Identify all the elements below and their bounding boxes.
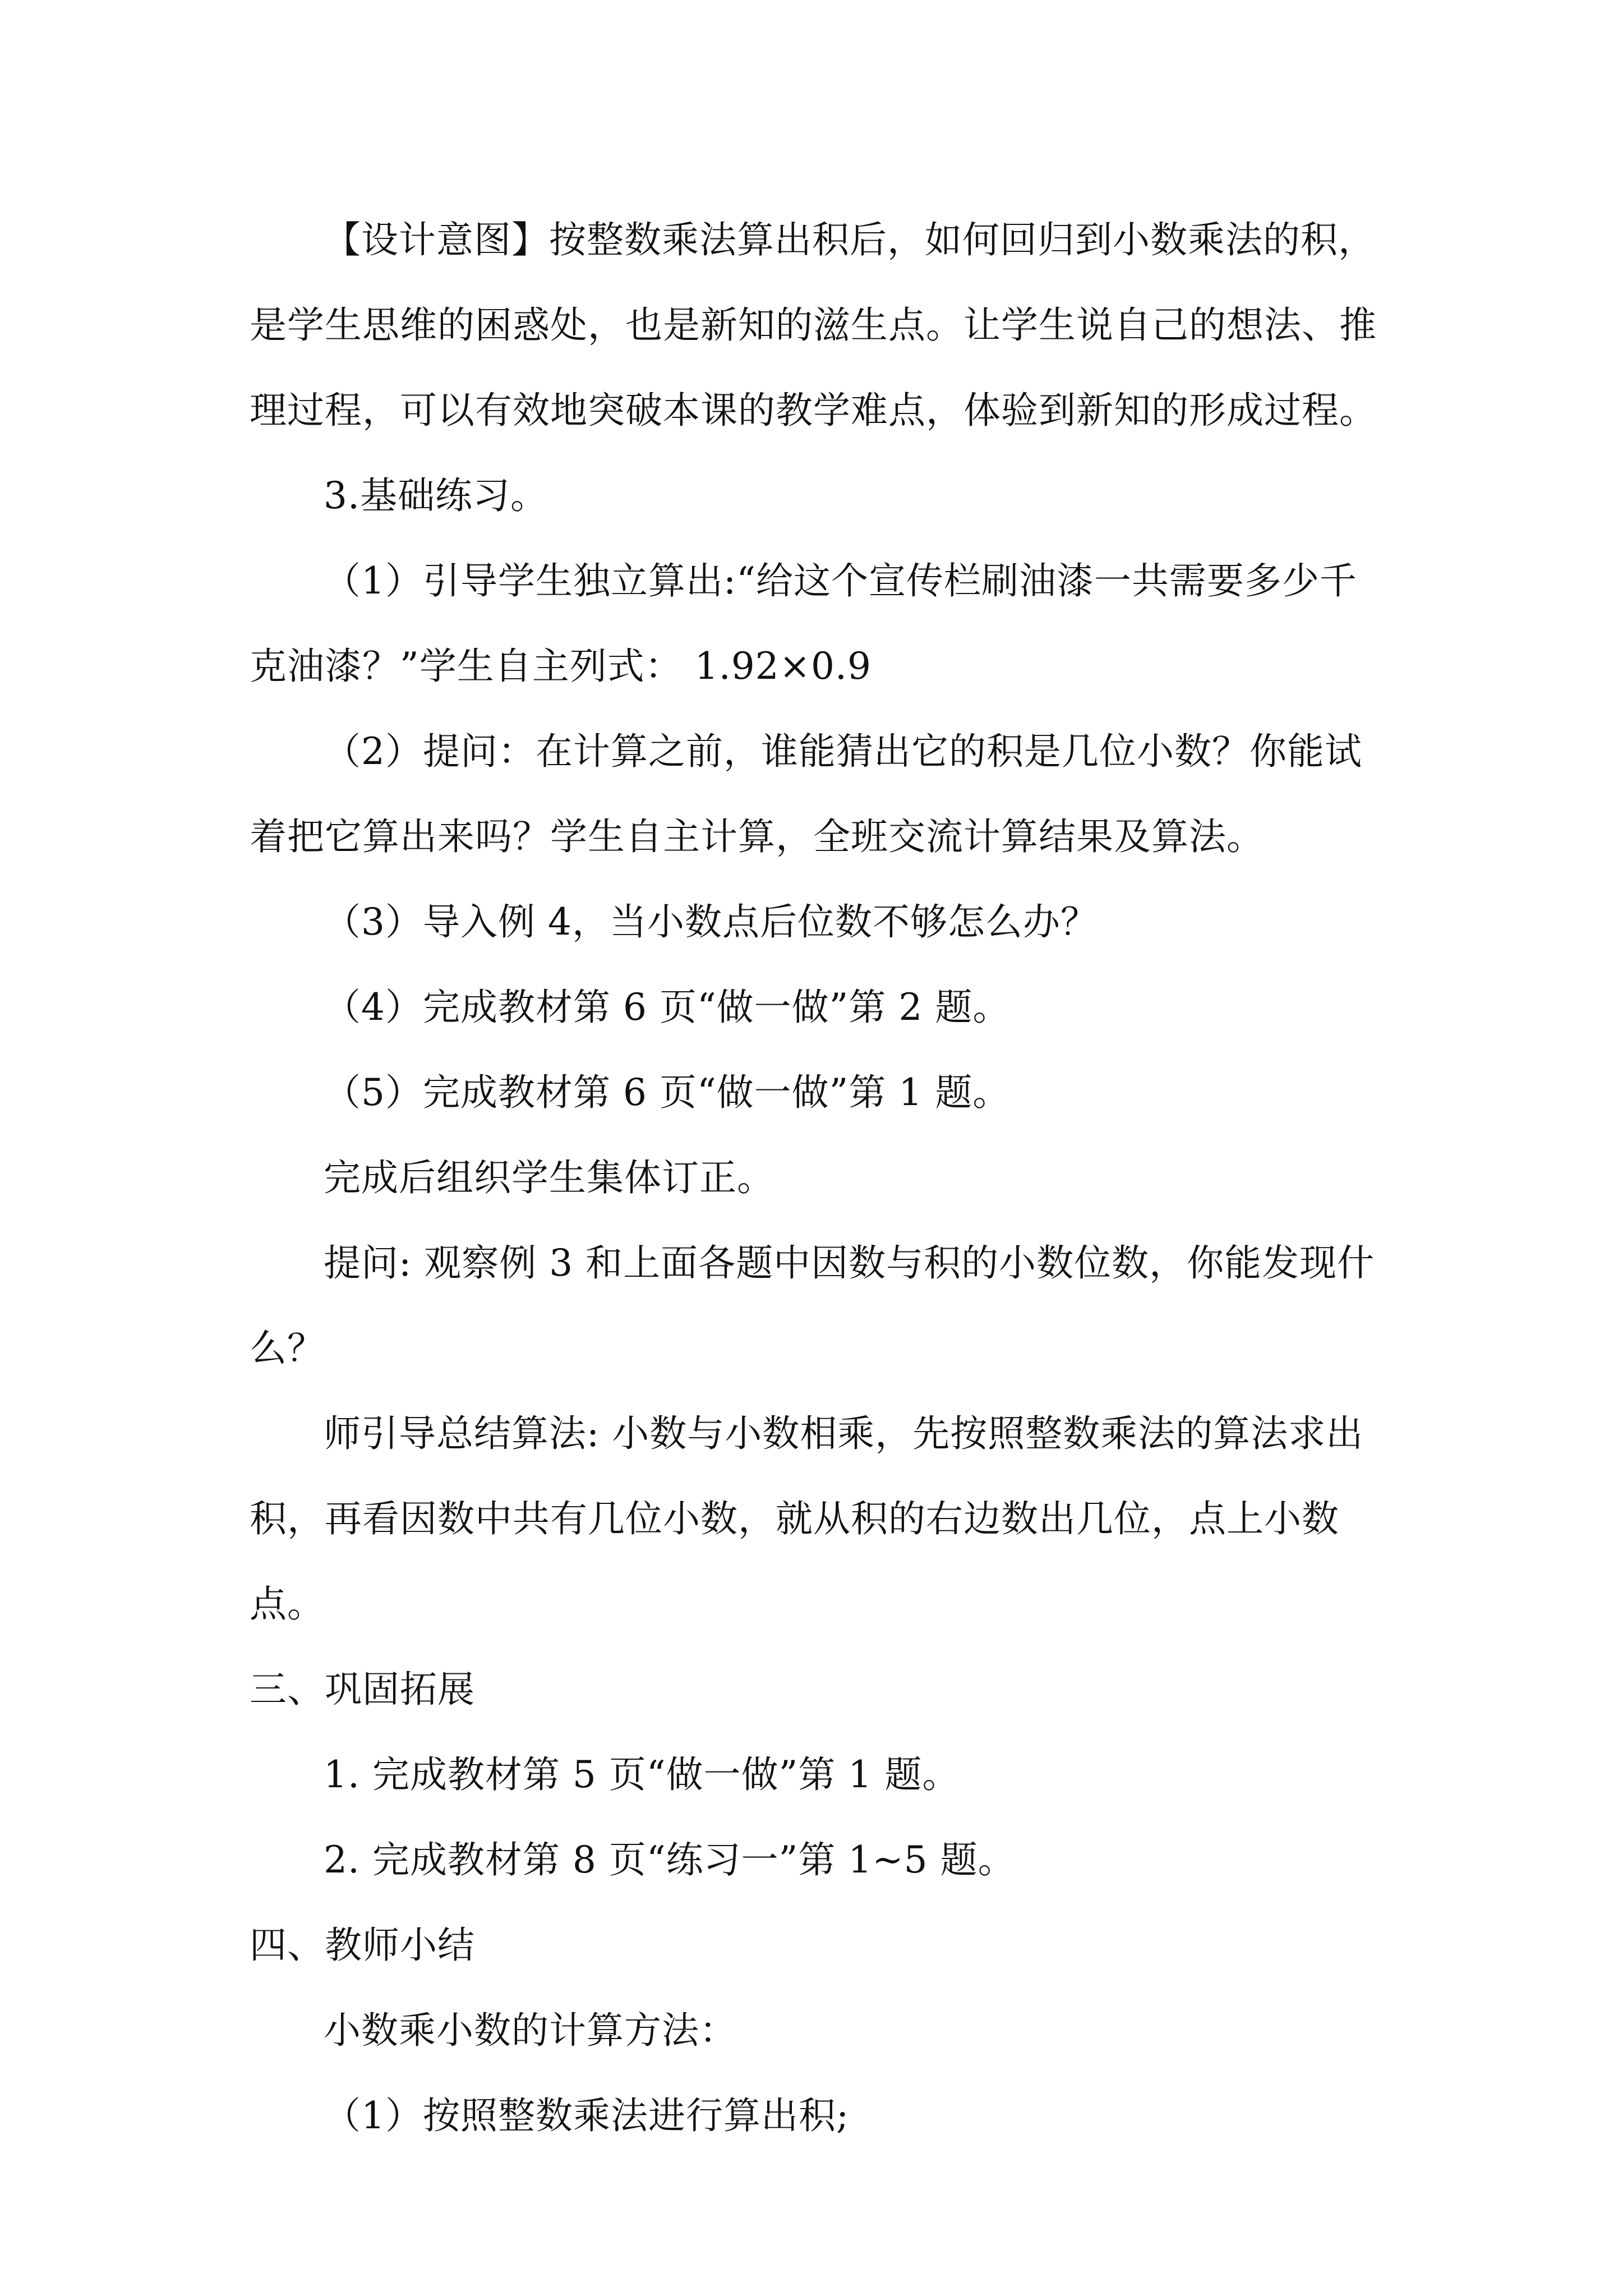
method-title-paragraph: 小数乘小数的计算方法： (324, 2009, 737, 2052)
section-heading-consolidate: 三、巩固拓展 (250, 1668, 475, 1711)
correction-paragraph: 完成后组织学生集体订正。 (324, 1156, 774, 1199)
consolidate-item-1: 1. 完成教材第 5 页“做一做”第 1 题。 (324, 1753, 960, 1796)
practice-item-2: （2）提问：在计算之前，谁能猜出它的积是几位小数？你能试着把它算出来吗？学生自主计算，全班交流计算结果及算法。 (250, 730, 1362, 858)
practice-item-1: （1）引导学生独立算出:“给这个宣传栏刷油漆一共需要多少千克油漆？”学生自主列式： 1.92×0.9 (250, 559, 1357, 688)
practice-item-3: （3）导入例 4，当小数点后位数不够怎么办？ (324, 900, 1098, 944)
consolidate-item-2: 2. 完成教材第 8 页“练习一”第 1~5 题。 (324, 1838, 1016, 1881)
document-body (250, 197, 1394, 2159)
design-intent-paragraph: 【设计意图】按整数乘法算出积后，如何回归到小数乘法的积，是学生思维的困惑处，也是新知的滋生点。让学生说自己的想法、推理过程，可以有效地突破本课的教学难点，体验到新知的形成过程。 (250, 218, 1377, 432)
basic-practice-heading: 3.基础练习。 (324, 474, 548, 517)
practice-item-4: （4）完成教材第 6 页“做一做”第 2 题。 (324, 986, 1011, 1029)
section-heading-summary: 四、教师小结 (250, 1924, 475, 1967)
practice-item-5: （5）完成教材第 6 页“做一做”第 1 题。 (324, 1071, 1011, 1114)
summary-method-paragraph: 师引导总结算法: 小数与小数相乘，先按照整数乘法的算法求出积，再看因数中共有几位小数，就从积的右边数出几位，点上小数点。 (250, 1412, 1364, 1626)
question-paragraph: 提问: 观察例 3 和上面各题中因数与积的小数位数，你能发现什么？ (250, 1241, 1375, 1370)
method-item-1: （1）按照整数乘法进行算出积; (324, 2094, 850, 2137)
